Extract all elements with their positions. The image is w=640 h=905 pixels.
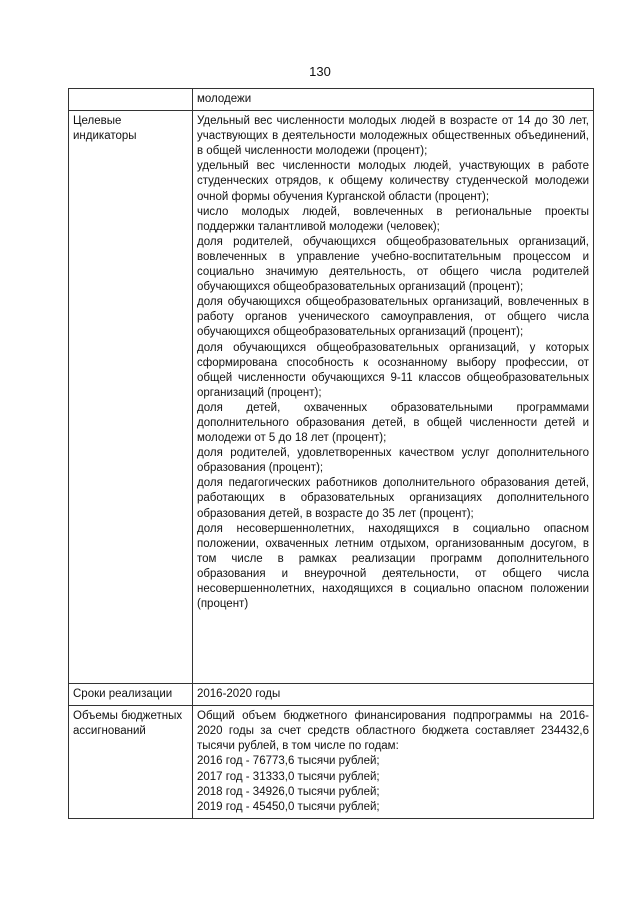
table-row (69, 684, 594, 706)
row-content (193, 111, 594, 684)
table-row (69, 706, 594, 819)
content-paragraph: доля обучающихся общеобразовательных организаций, вовлеченных в работу органов ученического самоуправления, от общего числа обучающихся общеобразовательных организаций (процент); (197, 296, 589, 339)
row-label: Объемы бюджетных ассигнований (69, 706, 193, 819)
table-row (69, 111, 594, 684)
content-paragraph: доля родителей, обучающихся общеобразовательных организаций, вовлеченных в управление учебно-воспитательным процессом и социально значимую деятельность, от общего числа родителей обучающихся общеобразовательных организаций (процент); (197, 235, 589, 294)
row-label (69, 89, 193, 111)
content-paragraph: доля несовершеннолетних, находящихся в социально опасном положении, охваченных летним отдыхом, организованным досугом, в том числе в рамках реализации программ дополнительного образования и внеурочной деятельности, от общего числа несовершеннолетних, находящихся в социально опасном положении (процент) (197, 522, 589, 611)
content-paragraph: доля педагогических работников дополнительного образования детей, работающих в образовательных организациях дополнительного образования детей, в возрасте до 35 лет (процент); (197, 477, 589, 520)
page-number: 130 (309, 64, 331, 79)
content-paragraph: Удельный вес численности молодых людей в возрасте от 14 до 30 лет, участвующих в деятельности молодежных общественных объединений, в общей численности молодежи (процент); (197, 115, 589, 158)
row-content (193, 89, 594, 111)
content-paragraph: число молодых людей, вовлеченных в региональные проекты поддержки талантливой молодежи (человек); (197, 205, 589, 233)
table-row (69, 89, 594, 111)
row-label: Целевые индикаторы (69, 111, 193, 684)
content-paragraph: 2019 год - 45450,0 тысячи рублей; (197, 800, 380, 813)
subprogram-passport-table (68, 88, 594, 819)
content-paragraph: 2017 год - 31333,0 тысячи рублей; (197, 770, 380, 783)
content-paragraph: доля детей, охваченных образовательными программами дополнительного образования детей, в общей численности детей и молодежи от 5 до 18 лет (процент); (197, 401, 589, 445)
content-paragraph: доля обучающихся общеобразовательных организаций, у которых сформирована способность к осознанному выбору профессии, от общей численности обучающихся 9-11 классов общеобразовательных организаций (процент); (197, 341, 589, 399)
row-content (193, 684, 594, 706)
content-paragraph: доля родителей, удовлетворенных качеством услуг дополнительного образования (процент); (197, 447, 589, 475)
row-content (193, 706, 594, 819)
content-paragraph: 2018 год - 34926,0 тысячи рублей; (197, 785, 380, 798)
content-paragraph: 2016-2020 годы (197, 688, 281, 701)
content-paragraph: молодежи (197, 93, 252, 105)
content-paragraph: Общий объем бюджетного финансирования подпрограммы на 2016-2020 годы за счет средств областного бюджета составляет 234432,6 тысячи рублей, в том числе по годам: (197, 710, 589, 753)
content-paragraph: 2016 год - 76773,6 тысячи рублей; (197, 755, 380, 768)
content-paragraph: удельный вес численности молодых людей, участвующих в работе студенческих отрядов, к общему количеству студенческой молодежи очной формы обучения Курганской области (процент); (197, 160, 589, 203)
row-label: Сроки реализации (69, 684, 193, 706)
